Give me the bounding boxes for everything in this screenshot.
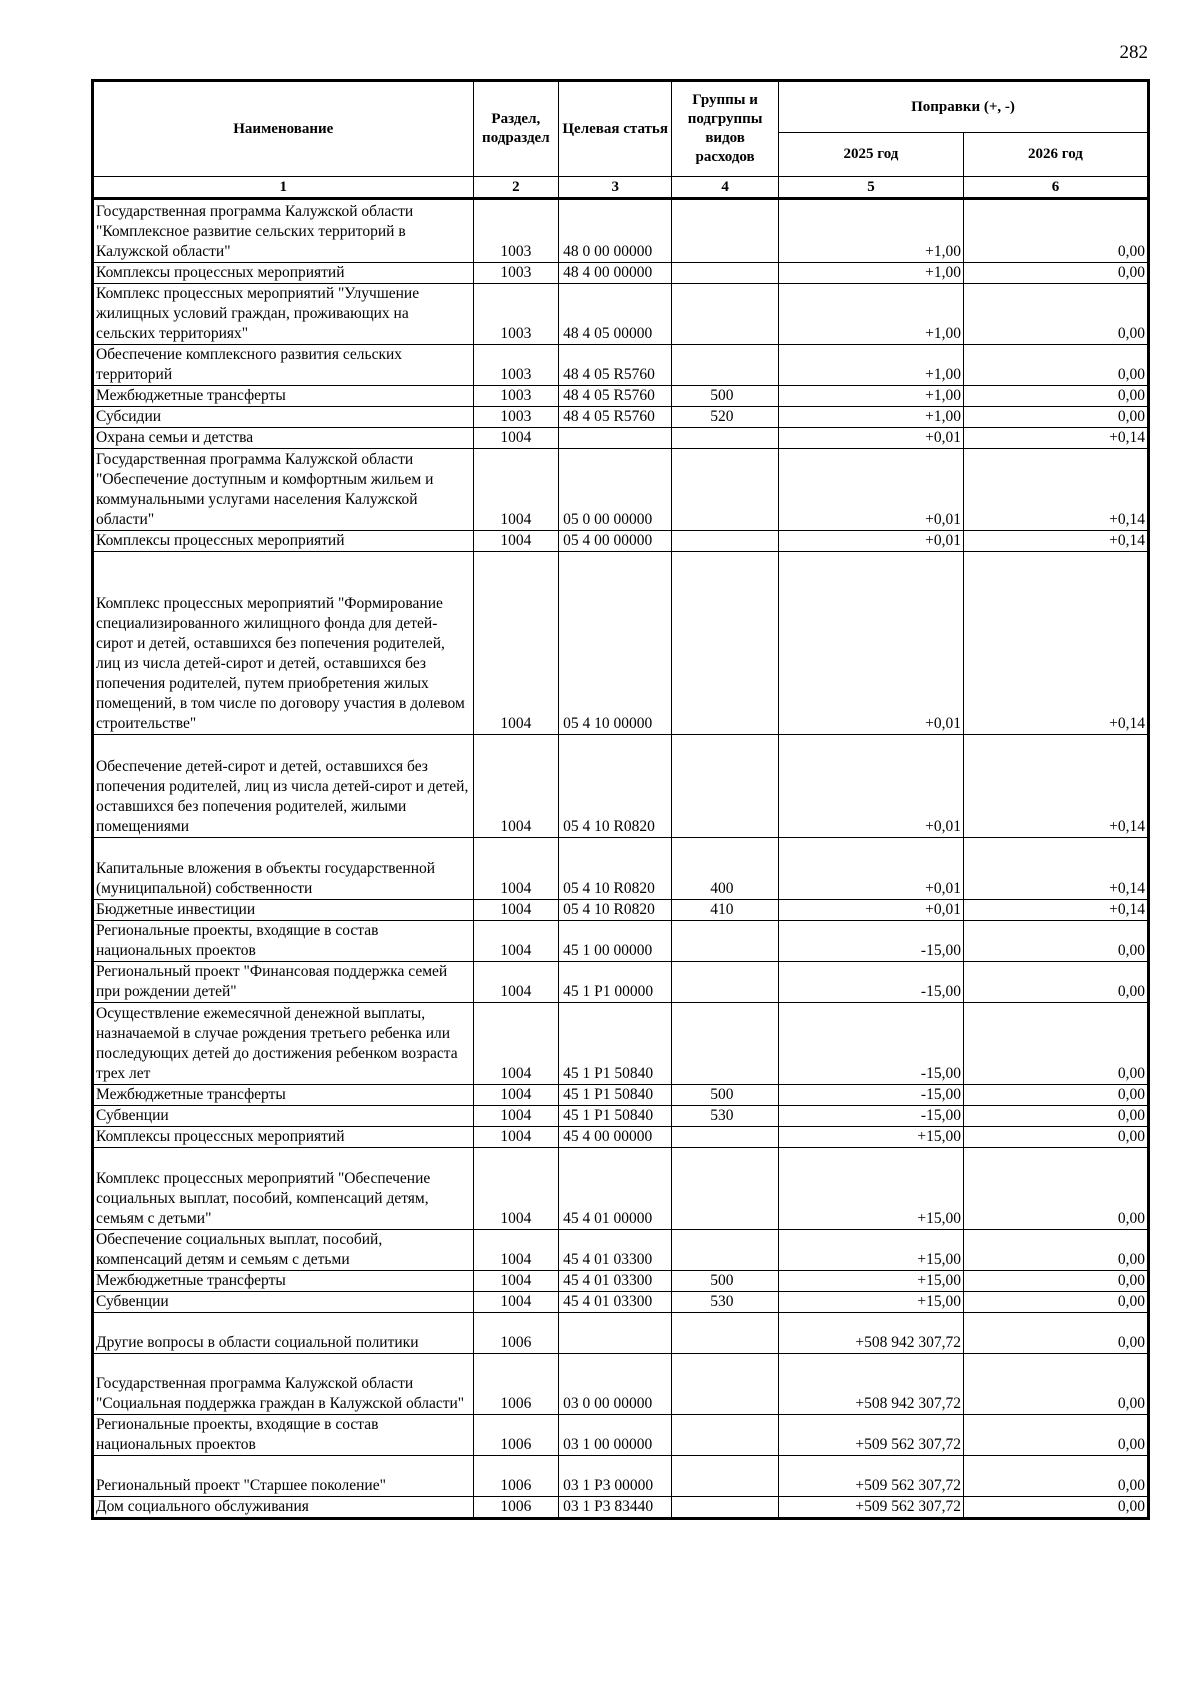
column-number: 5 — [778, 177, 963, 199]
table-row — [93, 1456, 1149, 1497]
table-row — [93, 428, 1149, 449]
row-section: 1004 — [473, 962, 559, 1003]
row-section: 1006 — [473, 1313, 559, 1354]
row-amount-2026: +0,14 — [963, 900, 1148, 921]
row-amount-2026: 0,00 — [963, 1415, 1148, 1456]
column-number: 3 — [559, 177, 672, 199]
row-amount-2025: +509 562 307,72 — [778, 1456, 963, 1497]
row-amount-2026: 0,00 — [963, 1456, 1148, 1497]
row-amount-2025: +508 942 307,72 — [778, 1313, 963, 1354]
table-row — [93, 1497, 1149, 1519]
column-number: 6 — [963, 177, 1148, 199]
row-target: 05 4 10 00000 — [559, 552, 672, 735]
row-group — [672, 921, 779, 962]
row-section: 1004 — [473, 1003, 559, 1085]
table-row — [93, 921, 1149, 962]
row-group — [672, 1354, 779, 1415]
column-number: 1 — [93, 177, 474, 199]
row-section: 1003 — [473, 199, 559, 263]
row-section: 1004 — [473, 449, 559, 531]
row-target: 45 1 P1 50840 — [559, 1003, 672, 1085]
row-amount-2025: +0,01 — [778, 838, 963, 900]
row-amount-2026: 0,00 — [963, 1230, 1148, 1271]
page-number: 282 — [1119, 42, 1148, 63]
row-target: 05 4 10 R0820 — [559, 838, 672, 900]
row-amount-2026: 0,00 — [963, 386, 1148, 407]
header-groups: Группы и подгруппы видов расходов — [672, 81, 779, 177]
row-target: 48 4 05 00000 — [559, 284, 672, 345]
row-amount-2025: +15,00 — [778, 1127, 963, 1148]
row-section: 1004 — [473, 1106, 559, 1127]
row-amount-2026: +0,14 — [963, 428, 1148, 449]
row-target: 45 4 00 00000 — [559, 1127, 672, 1148]
row-amount-2026: 0,00 — [963, 1313, 1148, 1354]
row-group: 500 — [672, 1085, 779, 1106]
row-name: Региональный проект "Старшее поколение" — [93, 1456, 474, 1497]
row-name: Другие вопросы в области социальной политики — [93, 1313, 474, 1354]
row-name: Региональные проекты, входящие в состав национальных проектов — [93, 1415, 474, 1456]
row-name: Обеспечение детей-сирот и детей, оставшихся без попечения родителей, лиц из числа детей-сирот и детей, оставшихся без попечения родителей, жилыми помещениями — [93, 735, 474, 838]
row-target: 03 1 00 00000 — [559, 1415, 672, 1456]
header-year-2025: 2025 год — [778, 133, 963, 177]
row-group — [672, 1148, 779, 1230]
row-name: Осуществление ежемесячной денежной выплаты, назначаемой в случае рождения третьего ребенка или последующих детей до достижения ребенком возраста трех лет — [93, 1003, 474, 1085]
row-target: 45 1 P1 50840 — [559, 1085, 672, 1106]
row-group — [672, 449, 779, 531]
row-name: Субсидии — [93, 407, 474, 428]
row-section: 1003 — [473, 386, 559, 407]
row-group: 500 — [672, 1271, 779, 1292]
row-group — [672, 1313, 779, 1354]
header-name: Наименование — [93, 81, 474, 177]
row-name: Капитальные вложения в объекты государственной (муниципальной) собственности — [93, 838, 474, 900]
row-amount-2026: 0,00 — [963, 1354, 1148, 1415]
row-amount-2025: -15,00 — [778, 962, 963, 1003]
row-amount-2025: +0,01 — [778, 449, 963, 531]
row-target: 48 4 00 00000 — [559, 263, 672, 284]
row-amount-2026: 0,00 — [963, 1085, 1148, 1106]
header-target: Целевая статья — [559, 81, 672, 177]
row-section: 1004 — [473, 838, 559, 900]
row-group: 520 — [672, 407, 779, 428]
row-target: 48 4 05 R5760 — [559, 386, 672, 407]
row-target: 03 1 P3 83440 — [559, 1497, 672, 1519]
row-name: Дом социального обслуживания — [93, 1497, 474, 1519]
row-target: 45 1 P1 00000 — [559, 962, 672, 1003]
row-section: 1003 — [473, 345, 559, 386]
table-row — [93, 284, 1149, 345]
row-section: 1004 — [473, 552, 559, 735]
table-row — [93, 407, 1149, 428]
row-name: Комплексы процессных мероприятий — [93, 531, 474, 552]
row-name: Государственная программа Калужской области "Комплексное развитие сельских территорий в Калужской области" — [93, 199, 474, 263]
row-group — [672, 199, 779, 263]
row-section: 1004 — [473, 900, 559, 921]
row-amount-2025: -15,00 — [778, 1106, 963, 1127]
table-row — [93, 1271, 1149, 1292]
row-amount-2025: +0,01 — [778, 428, 963, 449]
row-amount-2025: +0,01 — [778, 900, 963, 921]
row-name: Региональный проект "Финансовая поддержка семей при рождении детей" — [93, 962, 474, 1003]
row-group: 530 — [672, 1106, 779, 1127]
row-name: Комплекс процессных мероприятий "Обеспечение социальных выплат, пособий, компенсаций детям, семьям с детьми" — [93, 1148, 474, 1230]
row-name: Комплекс процессных мероприятий "Формирование специализированного жилищного фонда для детей-сирот и детей, оставшихся без попечения родителей, лиц из числа детей-сирот и детей, оставшихся без попечения родителей, путем приобретения жилых помещений, в том числе по договору участия в долевом строительстве" — [93, 552, 474, 735]
table-row — [93, 449, 1149, 531]
row-group — [672, 1497, 779, 1519]
table-row — [93, 838, 1149, 900]
row-target: 05 0 00 00000 — [559, 449, 672, 531]
row-name: Бюджетные инвестиции — [93, 900, 474, 921]
row-amount-2025: +15,00 — [778, 1271, 963, 1292]
row-amount-2026: 0,00 — [963, 407, 1148, 428]
table-row — [93, 900, 1149, 921]
column-number: 4 — [672, 177, 779, 199]
row-amount-2025: +15,00 — [778, 1148, 963, 1230]
row-section: 1004 — [473, 1127, 559, 1148]
row-target: 48 0 00 00000 — [559, 199, 672, 263]
row-group — [672, 962, 779, 1003]
row-amount-2025: +509 562 307,72 — [778, 1415, 963, 1456]
row-target: 45 4 01 03300 — [559, 1271, 672, 1292]
table-row — [93, 552, 1149, 735]
row-amount-2025: +1,00 — [778, 263, 963, 284]
row-group — [672, 552, 779, 735]
row-target — [559, 1313, 672, 1354]
row-section: 1004 — [473, 531, 559, 552]
row-target: 45 4 01 03300 — [559, 1292, 672, 1313]
table-row — [93, 263, 1149, 284]
row-section: 1004 — [473, 921, 559, 962]
row-name: Обеспечение социальных выплат, пособий, компенсаций детям и семьям с детьми — [93, 1230, 474, 1271]
row-name: Межбюджетные трансферты — [93, 1085, 474, 1106]
row-name: Комплексы процессных мероприятий — [93, 263, 474, 284]
row-target: 03 1 P3 00000 — [559, 1456, 672, 1497]
row-target: 45 4 01 00000 — [559, 1148, 672, 1230]
row-target: 05 4 10 R0820 — [559, 735, 672, 838]
row-amount-2026: 0,00 — [963, 1271, 1148, 1292]
row-amount-2025: +1,00 — [778, 199, 963, 263]
header-year-2026: 2026 год — [963, 133, 1148, 177]
row-name: Обеспечение комплексного развития сельских территорий — [93, 345, 474, 386]
row-amount-2025: +508 942 307,72 — [778, 1354, 963, 1415]
row-amount-2026: 0,00 — [963, 284, 1148, 345]
row-name: Охрана семьи и детства — [93, 428, 474, 449]
row-amount-2026: +0,14 — [963, 531, 1148, 552]
row-amount-2025: -15,00 — [778, 921, 963, 962]
table-row — [93, 199, 1149, 263]
row-group — [672, 735, 779, 838]
row-section: 1006 — [473, 1354, 559, 1415]
row-group — [672, 1127, 779, 1148]
row-amount-2026: 0,00 — [963, 1497, 1148, 1519]
row-group — [672, 428, 779, 449]
row-amount-2025: +1,00 — [778, 284, 963, 345]
row-group: 400 — [672, 838, 779, 900]
row-section: 1006 — [473, 1415, 559, 1456]
row-section: 1006 — [473, 1456, 559, 1497]
table-row — [93, 531, 1149, 552]
row-section: 1003 — [473, 263, 559, 284]
row-amount-2026: 0,00 — [963, 345, 1148, 386]
table-row — [93, 386, 1149, 407]
row-amount-2025: +15,00 — [778, 1230, 963, 1271]
row-target: 48 4 05 R5760 — [559, 345, 672, 386]
row-amount-2025: +1,00 — [778, 407, 963, 428]
row-name: Межбюджетные трансферты — [93, 386, 474, 407]
row-group — [672, 1230, 779, 1271]
column-number: 2 — [473, 177, 559, 199]
row-amount-2026: +0,14 — [963, 449, 1148, 531]
table-row — [93, 1003, 1149, 1085]
row-group — [672, 1456, 779, 1497]
row-target: 45 1 00 00000 — [559, 921, 672, 962]
row-target: 45 1 P1 50840 — [559, 1106, 672, 1127]
header-amendments: Поправки (+, -) — [778, 81, 1148, 133]
row-name: Субвенции — [93, 1106, 474, 1127]
row-section: 1004 — [473, 735, 559, 838]
row-group — [672, 263, 779, 284]
table-row — [93, 1415, 1149, 1456]
row-target: 03 0 00 00000 — [559, 1354, 672, 1415]
row-name: Субвенции — [93, 1292, 474, 1313]
row-amount-2026: +0,14 — [963, 838, 1148, 900]
table-row — [93, 962, 1149, 1003]
table-row — [93, 1127, 1149, 1148]
row-name: Комплексы процессных мероприятий — [93, 1127, 474, 1148]
row-amount-2026: 0,00 — [963, 1106, 1148, 1127]
table-row — [93, 735, 1149, 838]
row-section: 1006 — [473, 1497, 559, 1519]
row-group: 410 — [672, 900, 779, 921]
row-amount-2026: 0,00 — [963, 1148, 1148, 1230]
table-row — [93, 1230, 1149, 1271]
row-name: Региональные проекты, входящие в состав национальных проектов — [93, 921, 474, 962]
row-amount-2026: +0,14 — [963, 735, 1148, 838]
row-amount-2025: -15,00 — [778, 1003, 963, 1085]
row-amount-2026: 0,00 — [963, 1292, 1148, 1313]
row-amount-2025: +509 562 307,72 — [778, 1497, 963, 1519]
table-row — [93, 1148, 1149, 1230]
row-target: 48 4 05 R5760 — [559, 407, 672, 428]
row-section: 1003 — [473, 284, 559, 345]
table-row — [93, 1292, 1149, 1313]
row-amount-2026: 0,00 — [963, 199, 1148, 263]
row-amount-2025: +0,01 — [778, 552, 963, 735]
row-amount-2025: +0,01 — [778, 735, 963, 838]
row-amount-2025: +0,01 — [778, 531, 963, 552]
row-name: Комплекс процессных мероприятий "Улучшение жилищных условий граждан, проживающих на сельских территориях" — [93, 284, 474, 345]
row-group — [672, 1003, 779, 1085]
row-amount-2025: +15,00 — [778, 1292, 963, 1313]
table-row — [93, 1106, 1149, 1127]
table-row — [93, 345, 1149, 386]
row-amount-2026: +0,14 — [963, 552, 1148, 735]
row-group — [672, 1415, 779, 1456]
row-group: 500 — [672, 386, 779, 407]
row-section: 1004 — [473, 428, 559, 449]
row-target — [559, 428, 672, 449]
row-group — [672, 345, 779, 386]
row-amount-2026: 0,00 — [963, 1127, 1148, 1148]
table-row — [93, 1313, 1149, 1354]
row-section: 1004 — [473, 1292, 559, 1313]
row-target: 05 4 10 R0820 — [559, 900, 672, 921]
row-name: Государственная программа Калужской области "Обеспечение доступным и комфортным жильем и коммунальными услугами населения Калужской области" — [93, 449, 474, 531]
row-amount-2026: 0,00 — [963, 263, 1148, 284]
table-row — [93, 1354, 1149, 1415]
row-amount-2026: 0,00 — [963, 921, 1148, 962]
row-amount-2025: +1,00 — [778, 345, 963, 386]
row-amount-2026: 0,00 — [963, 1003, 1148, 1085]
row-section: 1003 — [473, 407, 559, 428]
row-group: 530 — [672, 1292, 779, 1313]
row-section: 1004 — [473, 1085, 559, 1106]
row-amount-2025: -15,00 — [778, 1085, 963, 1106]
row-name: Государственная программа Калужской области "Социальная поддержка граждан в Калужской области" — [93, 1354, 474, 1415]
row-section: 1004 — [473, 1148, 559, 1230]
row-group — [672, 284, 779, 345]
row-name: Межбюджетные трансферты — [93, 1271, 474, 1292]
header-section: Раздел, подраздел — [473, 81, 559, 177]
row-amount-2025: +1,00 — [778, 386, 963, 407]
row-section: 1004 — [473, 1271, 559, 1292]
row-section: 1004 — [473, 1230, 559, 1271]
row-target: 45 4 01 03300 — [559, 1230, 672, 1271]
row-group — [672, 531, 779, 552]
row-target: 05 4 00 00000 — [559, 531, 672, 552]
table-row — [93, 1085, 1149, 1106]
budget-amendments-table — [91, 79, 1150, 1520]
row-amount-2026: 0,00 — [963, 962, 1148, 1003]
